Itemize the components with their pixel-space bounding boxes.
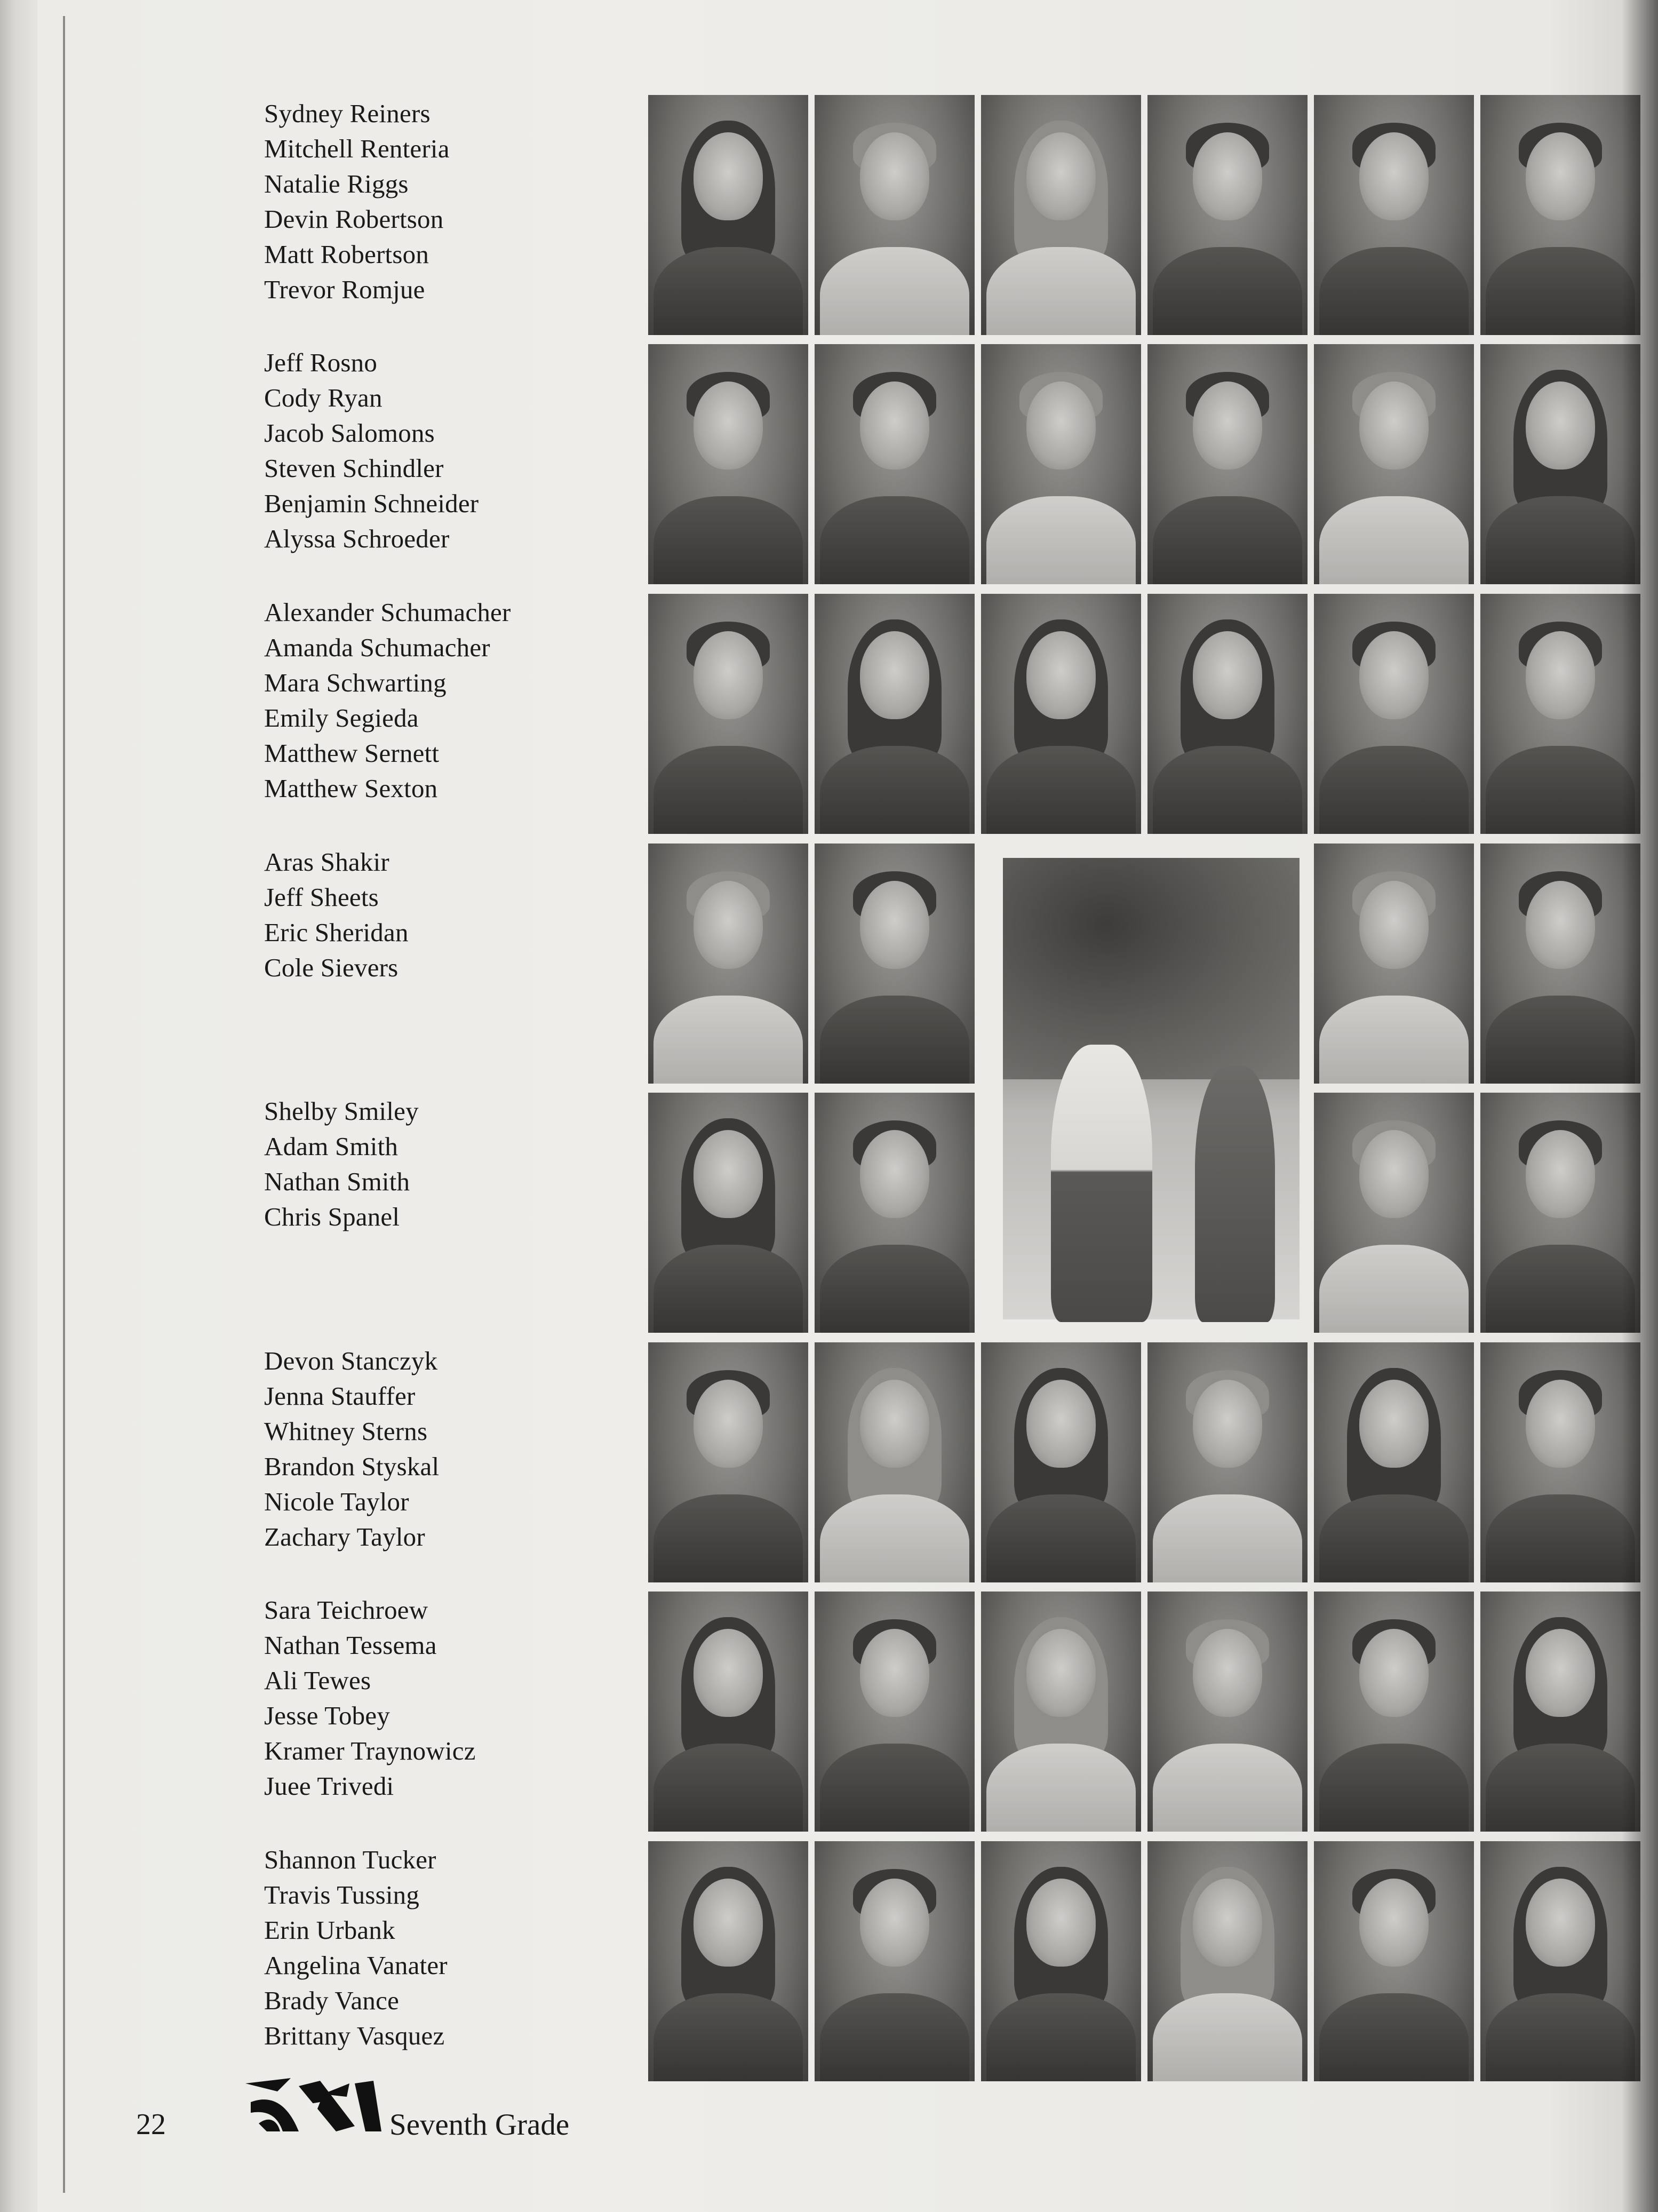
portrait-face <box>860 1629 929 1717</box>
portrait-face <box>694 381 763 470</box>
portrait-shirt <box>1486 1245 1635 1333</box>
portrait-shirt <box>820 996 969 1084</box>
student-portrait <box>648 594 808 834</box>
portrait-face <box>1526 1879 1595 1967</box>
student-portrait <box>1480 1841 1640 2081</box>
student-name: Jesse Tobey <box>264 1701 390 1730</box>
portrait-shirt <box>820 496 969 584</box>
section-title: Seventh Grade <box>389 2108 570 2142</box>
student-portrait <box>648 344 808 584</box>
student-name: Mara Schwarting <box>264 668 447 697</box>
student-name: Brady Vance <box>264 1986 400 2015</box>
portrait-face <box>1193 1380 1262 1468</box>
student-portrait <box>1314 1841 1474 2081</box>
student-portrait <box>981 1342 1141 1582</box>
student-portrait <box>1314 844 1474 1084</box>
portrait-shirt <box>653 1245 803 1333</box>
student-name: Angelina Vanater <box>264 1951 448 1980</box>
student-name: Cody Ryan <box>264 383 382 412</box>
student-portrait <box>1480 594 1640 834</box>
portrait-face <box>1359 381 1429 470</box>
student-portrait <box>815 1093 975 1333</box>
portrait-face <box>860 881 929 969</box>
portrait-shirt <box>820 746 969 834</box>
portrait-face <box>1526 631 1595 719</box>
name-group-6 <box>264 1343 637 1555</box>
student-name: Amanda Schumacher <box>264 633 490 662</box>
student-name: Eric Sheridan <box>264 918 409 947</box>
student-name: Brandon Styskal <box>264 1452 440 1481</box>
student-portrait <box>1147 594 1308 834</box>
portrait-shirt <box>1153 1744 1302 1832</box>
portrait-shirt <box>1153 746 1302 834</box>
tree-background <box>1003 858 1300 1079</box>
portrait-face <box>1026 132 1096 220</box>
portrait-shirt <box>820 247 969 335</box>
student-portrait <box>648 1841 808 2081</box>
student-portrait <box>648 844 808 1084</box>
student-portrait <box>648 1592 808 1832</box>
student-portrait <box>1314 594 1474 834</box>
student-portrait <box>648 95 808 335</box>
student-portrait <box>1480 844 1640 1084</box>
portrait-shirt <box>1319 247 1469 335</box>
student-name: Trevor Romjue <box>264 275 425 304</box>
portrait-face <box>860 132 929 220</box>
portrait-shirt <box>986 1494 1136 1582</box>
student-portrait <box>815 1841 975 2081</box>
name-group-3 <box>264 595 637 806</box>
portrait-face <box>1526 881 1595 969</box>
portrait-face <box>1359 631 1429 719</box>
portrait-shirt <box>820 1245 969 1333</box>
student-figure <box>1051 1045 1152 1322</box>
student-portrait <box>815 844 975 1084</box>
portrait-shirt <box>653 496 803 584</box>
student-name: Travis Tussing <box>264 1880 420 1909</box>
portrait-face <box>1026 631 1096 719</box>
student-portrait <box>815 1592 975 1832</box>
name-group-2 <box>264 345 637 556</box>
portrait-face <box>694 1629 763 1717</box>
portrait-shirt <box>986 1993 1136 2081</box>
portrait-face <box>1026 1629 1096 1717</box>
portrait-face <box>1026 381 1096 470</box>
portrait-shirt <box>653 247 803 335</box>
portrait-shirt <box>986 496 1136 584</box>
student-portrait <box>1147 1592 1308 1832</box>
student-name: Aras Shakir <box>264 847 389 877</box>
portrait-face <box>694 1380 763 1468</box>
portrait-shirt <box>1486 996 1635 1084</box>
student-portrait <box>1314 95 1474 335</box>
portrait-shirt <box>986 746 1136 834</box>
page-gutter-shadow <box>1622 0 1658 2212</box>
portrait-face <box>694 881 763 969</box>
student-portrait <box>1480 1592 1640 1832</box>
student-figure <box>1195 1066 1275 1322</box>
student-portrait <box>815 95 975 335</box>
portrait-face <box>1526 381 1595 470</box>
page-number: 22 <box>136 2108 166 2141</box>
portrait-face <box>1526 1380 1595 1468</box>
portrait-shirt <box>986 1744 1136 1832</box>
portrait-shirt <box>653 1744 803 1832</box>
student-name: Nicole Taylor <box>264 1487 409 1516</box>
student-name: Chris Spanel <box>264 1202 400 1231</box>
portrait-face <box>1193 1879 1262 1967</box>
portrait-shirt <box>1486 247 1635 335</box>
portrait-shirt <box>653 746 803 834</box>
portrait-face <box>860 1380 929 1468</box>
student-name: Jeff Rosno <box>264 348 378 377</box>
student-name: Juee Trivedi <box>264 1771 394 1801</box>
portrait-face <box>1359 881 1429 969</box>
student-name: Shannon Tucker <box>264 1845 436 1874</box>
student-portrait <box>648 1093 808 1333</box>
student-name: Nathan Smith <box>264 1167 410 1196</box>
portrait-shirt <box>1319 1494 1469 1582</box>
student-name: Alyssa Schroeder <box>264 524 450 553</box>
student-name: Zachary Taylor <box>264 1522 425 1551</box>
student-name: Emily Segieda <box>264 703 419 733</box>
portrait-face <box>1193 1629 1262 1717</box>
portrait-face <box>1359 1629 1429 1717</box>
portrait-shirt <box>1486 1993 1635 2081</box>
student-name: Jacob Salomons <box>264 418 435 448</box>
portrait-shirt <box>653 1494 803 1582</box>
portrait-shirt <box>1486 496 1635 584</box>
student-portrait <box>815 344 975 584</box>
portrait-shirt <box>1319 1993 1469 2081</box>
portrait-shirt <box>986 247 1136 335</box>
portrait-face <box>860 381 929 470</box>
student-name: Devon Stanczyk <box>264 1346 438 1375</box>
student-name: Natalie Riggs <box>264 169 409 198</box>
portrait-shirt <box>1153 496 1302 584</box>
portrait-face <box>1359 1380 1429 1468</box>
portrait-shirt <box>820 1744 969 1832</box>
spine-line <box>63 16 65 2193</box>
portrait-face <box>1026 1380 1096 1468</box>
student-portrait <box>1147 1342 1308 1582</box>
student-name: Adam Smith <box>264 1132 398 1161</box>
student-portrait <box>1147 1841 1308 2081</box>
portrait-face <box>694 1879 763 1967</box>
student-name: Jeff Sheets <box>264 882 379 912</box>
student-portrait <box>648 1342 808 1582</box>
student-portrait <box>1314 1592 1474 1832</box>
student-name: Kramer Traynowicz <box>264 1736 476 1765</box>
book-spine <box>0 0 37 2212</box>
student-portrait <box>815 1342 975 1582</box>
portrait-shirt <box>1319 496 1469 584</box>
name-group-1 <box>264 96 637 307</box>
student-name: Steven Schindler <box>264 453 444 483</box>
portrait-face <box>1526 1629 1595 1717</box>
name-group-8 <box>264 1842 637 2054</box>
student-portrait <box>1314 344 1474 584</box>
student-name: Matthew Sexton <box>264 774 438 803</box>
student-name: Matthew Sernett <box>264 738 440 768</box>
student-portrait <box>1480 1342 1640 1582</box>
portrait-face <box>694 1130 763 1218</box>
student-name: Sydney Reiners <box>264 99 431 128</box>
portrait-shirt <box>1153 247 1302 335</box>
portrait-face <box>1359 132 1429 220</box>
candid-photo-basketball <box>1003 858 1300 1319</box>
portrait-shirt <box>1153 1993 1302 2081</box>
portrait-shirt <box>1319 996 1469 1084</box>
student-name: Mitchell Renteria <box>264 134 450 163</box>
portrait-shirt <box>1153 1494 1302 1582</box>
portrait-face <box>1359 1879 1429 1967</box>
portrait-face <box>1526 1130 1595 1218</box>
student-name: Jenna Stauffer <box>264 1381 416 1411</box>
portrait-grid <box>648 95 1658 2093</box>
student-portrait <box>981 1841 1141 2081</box>
student-name: Erin Urbank <box>264 1915 395 1945</box>
portrait-shirt <box>653 1993 803 2081</box>
portrait-shirt <box>1486 746 1635 834</box>
portrait-face <box>694 132 763 220</box>
name-group-5 <box>264 1094 637 1235</box>
student-portrait <box>981 344 1141 584</box>
student-name: Nathan Tessema <box>264 1630 437 1660</box>
portrait-face <box>1193 631 1262 719</box>
student-name: Benjamin Schneider <box>264 489 479 518</box>
student-name: Alexander Schumacher <box>264 598 511 627</box>
student-portrait <box>1480 344 1640 584</box>
name-group-7 <box>264 1593 637 1804</box>
name-group-4 <box>264 845 637 985</box>
portrait-shirt <box>1319 746 1469 834</box>
student-portrait <box>1480 95 1640 335</box>
student-portrait <box>1314 1093 1474 1333</box>
student-portrait <box>981 1592 1141 1832</box>
portrait-face <box>1026 1879 1096 1967</box>
portrait-face <box>694 631 763 719</box>
student-portrait <box>981 95 1141 335</box>
student-portrait <box>981 594 1141 834</box>
student-name: Devin Robertson <box>264 204 444 234</box>
student-name: Cole Sievers <box>264 953 398 982</box>
student-name: Matt Robertson <box>264 240 429 269</box>
portrait-face <box>860 1130 929 1218</box>
portrait-shirt <box>1486 1744 1635 1832</box>
portrait-shirt <box>820 1993 969 2081</box>
portrait-shirt <box>1319 1744 1469 1832</box>
student-name: Ali Tewes <box>264 1666 371 1695</box>
student-name: Brittany Vasquez <box>264 2021 445 2050</box>
student-portrait <box>1147 95 1308 335</box>
student-portrait <box>1147 344 1308 584</box>
student-name: Shelby Smiley <box>264 1096 419 1126</box>
portrait-face <box>1526 132 1595 220</box>
portrait-shirt <box>653 996 803 1084</box>
portrait-shirt <box>1319 1245 1469 1333</box>
portrait-shirt <box>820 1494 969 1582</box>
portrait-face <box>1193 381 1262 470</box>
student-portrait <box>1480 1093 1640 1333</box>
portrait-face <box>1193 132 1262 220</box>
portrait-face <box>860 631 929 719</box>
school-logo-icon <box>240 2073 384 2137</box>
student-name: Sara Teichroew <box>264 1595 428 1625</box>
portrait-face <box>860 1879 929 1967</box>
portrait-face <box>1359 1130 1429 1218</box>
portrait-shirt <box>1486 1494 1635 1582</box>
student-name: Whitney Sterns <box>264 1417 428 1446</box>
student-portrait <box>815 594 975 834</box>
student-portrait <box>1314 1342 1474 1582</box>
